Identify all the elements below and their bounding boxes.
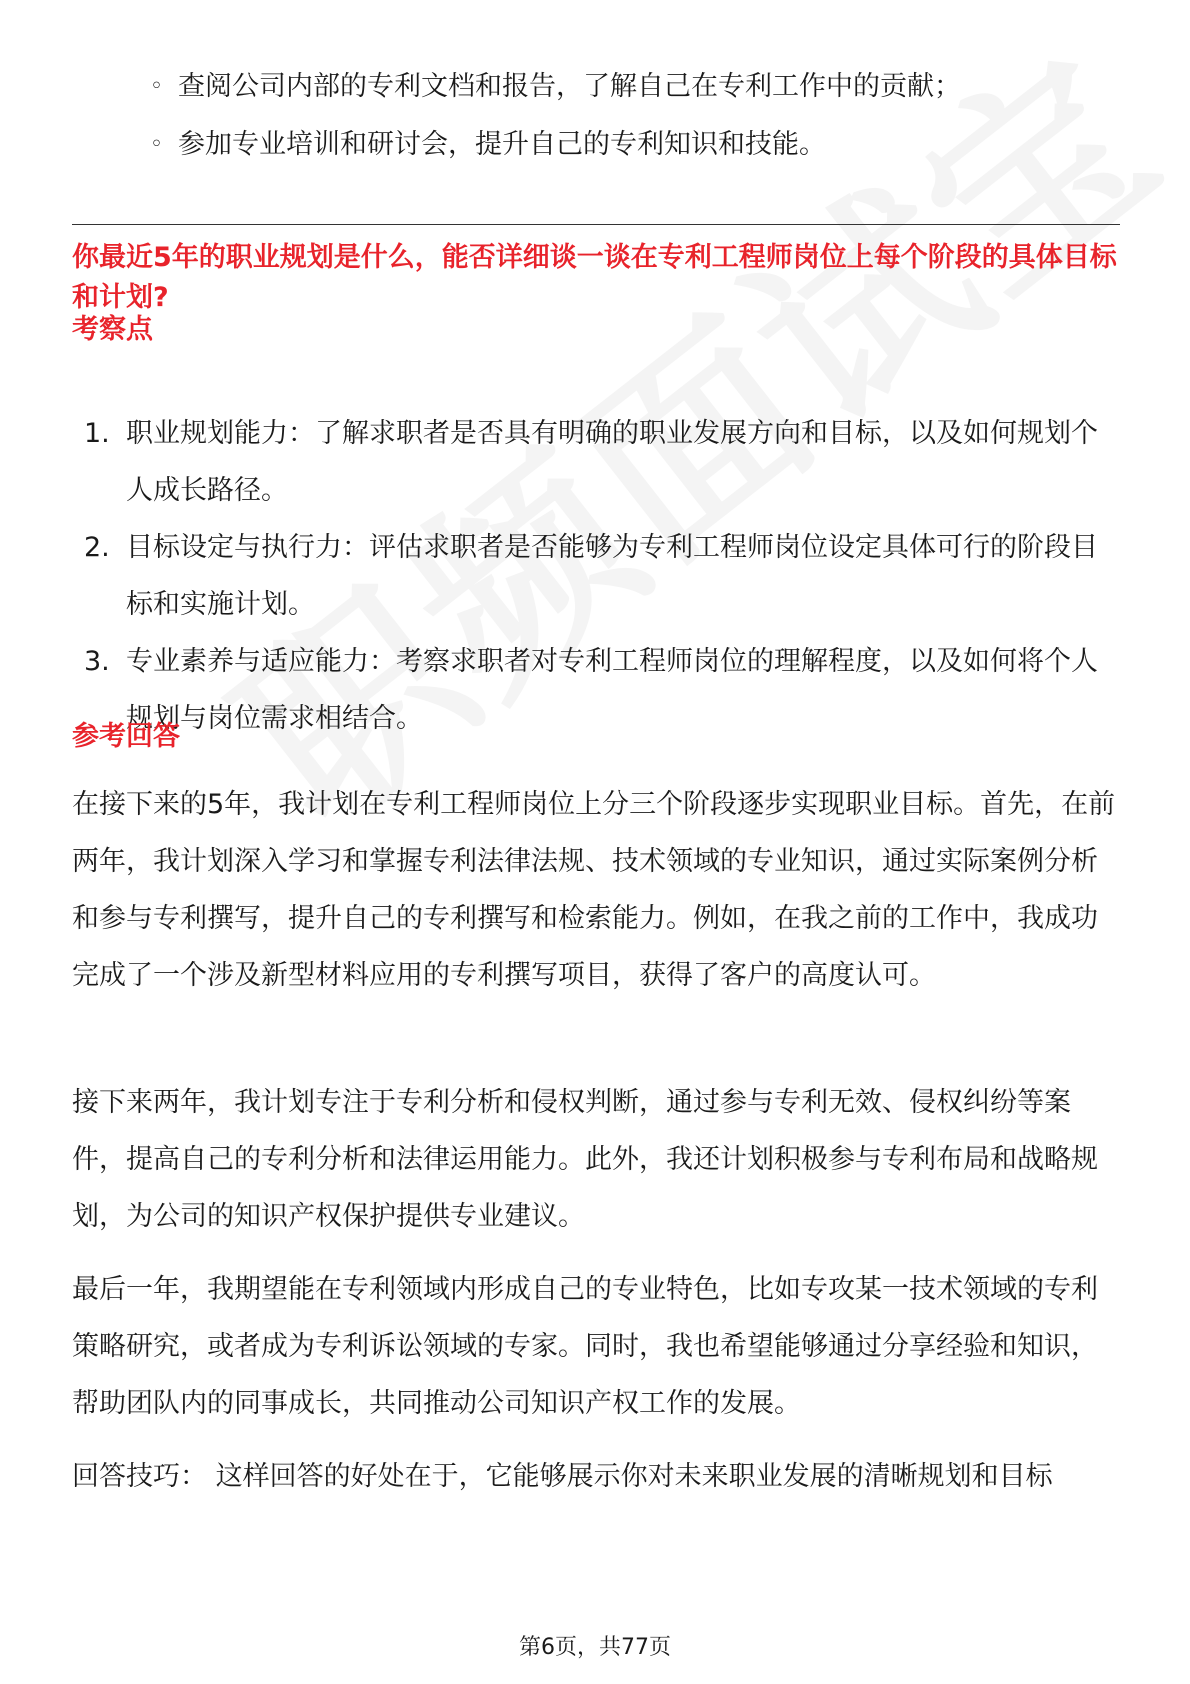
- examine-point-text: 目标设定与执行力：评估求职者是否能够为专利工程师岗位设定具体可行的阶段目标和实施计划。: [126, 532, 1098, 620]
- examine-point: [84, 405, 1114, 519]
- bullet-list: [150, 58, 1110, 174]
- examine-point-text: 职业规划能力：了解求职者是否具有明确的职业发展方向和目标，以及如何规划个人成长路径。: [126, 418, 1098, 506]
- reference-answer-heading: 参考回答: [72, 721, 180, 752]
- answer-paragraph: 在接下来的5年，我计划在专利工程师岗位上分三个阶段逐步实现职业目标。首先，在前两年，我计划深入学习和掌握专利法律法规、技术领域的专业知识，通过实际案例分析和参与专利撰写，提升自己的专利撰写和检索能力。例如，在我之前的工作中，我成功完成了一个涉及新型材料应用的专利撰写项目，获得了客户的高度认可。: [72, 789, 1116, 991]
- interview-question: 你最近5年的职业规划是什么，能否详细谈一谈在专利工程师岗位上每个阶段的具体目标和计划?: [72, 242, 1117, 313]
- examine-points-heading: 考察点: [72, 314, 153, 345]
- answer-paragraph: 最后一年，我期望能在专利领域内形成自己的专业特色，比如专攻某一技术领域的专利策略研究，或者成为专利诉讼领域的专家。同时，我也希望能够通过分享经验和知识，帮助团队内的同事成长，共同推动公司知识产权工作的发展。: [72, 1274, 1098, 1419]
- examine-point: [84, 519, 1114, 633]
- answer-paragraph: 接下来两年，我计划专注于专利分析和侵权判断，通过参与专利无效、侵权纠纷等案件，提高自己的专利分析和法律运用能力。此外，我还计划积极参与专利布局和战略规划，为公司的知识产权保护提供专业建议。: [72, 1087, 1098, 1232]
- examine-point: [84, 633, 1114, 747]
- answer-tip: 回答技巧： 这样回答的好处在于，它能够展示你对未来职业发展的清晰规划和目标: [72, 1461, 1053, 1492]
- list-number: 2.: [84, 532, 110, 563]
- bullet-text: 参加专业培训和研讨会，提升自己的专利知识和技能。: [178, 129, 826, 160]
- list-number: 3.: [84, 646, 110, 677]
- examine-point-text: 专业素养与适应能力：考察求职者对专利工程师岗位的理解程度，以及如何将个人规划与岗位需求相结合。: [126, 646, 1098, 734]
- bullet-item: [150, 116, 1110, 174]
- bullet-marker: ◦: [150, 132, 163, 157]
- page-footer: 第6页，共77页: [519, 1635, 671, 1660]
- section-divider: [72, 224, 1120, 225]
- examine-points-list: [84, 405, 1114, 747]
- list-number: 1.: [84, 418, 110, 449]
- bullet-item: [150, 58, 1110, 116]
- bullet-marker: ◦: [150, 74, 163, 99]
- bullet-text: 查阅公司内部的专利文档和报告，了解自己在专利工作中的贡献；: [178, 71, 961, 102]
